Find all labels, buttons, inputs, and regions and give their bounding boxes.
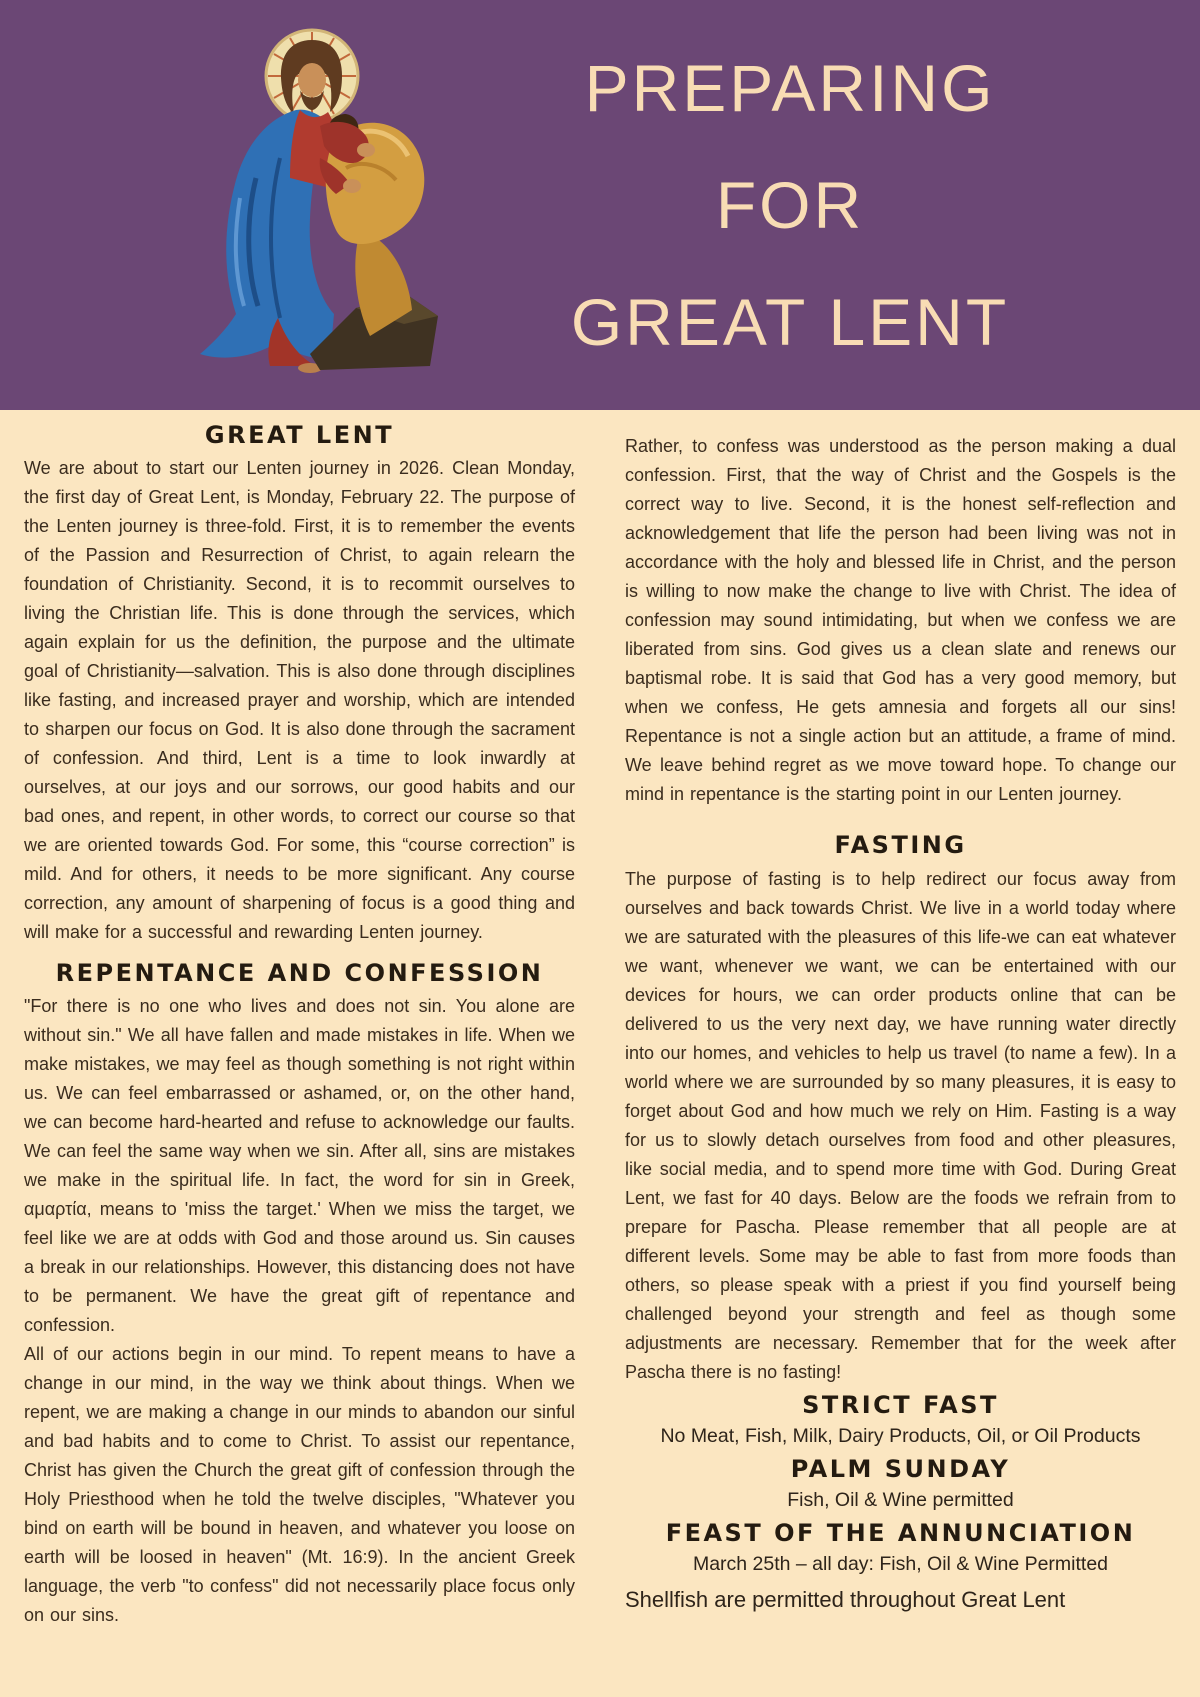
palm-sunday-rule: Fish, Oil & Wine permitted [787, 1489, 1014, 1511]
repentance-paragraph-1: "For there is no one who lives and does not sin. You alone are without sin." We all have fallen and made mistakes in life. When we make mistakes, we may feel as though something is not right within us. We can feel embarrassed or ashamed, or, on the other hand, we can become hard-hearted and refuse to acknowledge our faults. We can feel the same way when we sin. After all, sins are mistakes we make in the spiritual life. In fact, the word for sin in Greek, αμαρτία, means to 'miss the target.' When we miss the target, we feel like we are at odds with God and those around us. Sin causes a break in our relationships. However, this distancing does not have to be permanent. We have the great gift of repentance and confession. [24, 996, 575, 1335]
shellfish-note: Shellfish are permitted throughout Great Lent [625, 1587, 1066, 1612]
annunciation-rule: March 25th – all day: Fish, Oil & Wine Permitted [692, 1553, 1109, 1575]
section-heading-fasting: FASTING [834, 831, 967, 859]
right-column [625, 410, 1176, 1630]
title-line-3: GREAT LENT [570, 284, 1010, 359]
header-band [0, 0, 1200, 410]
section-heading-feast-of-the-annunciation: FEAST OF THE ANNUNCIATION [665, 1519, 1136, 1547]
page-title [450, 0, 1130, 410]
great-lent-paragraph: We are about to start our Lenten journey in 2026. Clean Monday, the first day of Great Lent, is Monday, February 22. The purpose of the Lenten journey is three-fold. First, it is to remember the events of the Passion and Resurrection of Christ, to again relearn the foundation of Christianity. Second, it is to recommit ourselves to living the Christian life. This is done through the services, which again explain for us the definition, the purpose and the ultimate goal of Christianity—salvation. This is also done through disciplines like fasting, and increased prayer and worship, which are intended to sharpen our focus on God. It is also done through the sacrament of confession. And third, Lent is a time to look inwardly at ourselves, at our joys and our sorrows, our good habits and our bad ones, and repent, in other words, to correct our course so that we are oriented towards God. For some, this “course correction” is mild. And for others, it needs to be more significant. Any course correction, any amount of sharpening of focus is a good thing and will make for a successful and rewarding Lenten journey. [24, 458, 575, 942]
title-line-2: FOR [715, 167, 865, 242]
section-heading-repentance-and-confession: REPENTANCE AND CONFESSION [55, 959, 544, 987]
christ-prodigal-son-icon [160, 16, 440, 380]
title-line-1: PREPARING [584, 50, 996, 125]
repentance-paragraph-2: All of our actions begin in our mind. To repent means to have a change in our mind, in the way we think about things. When we repent, we are making a change in our minds to abandon our sinful and bad habits and to come to Christ. To assist our repentance, Christ has given the Church the great gift of confession through the Holy Priesthood when he told the twelve disciples, "Whatever you bind on earth will be bound in heaven, and whatever you loose on earth will be loosed in heaven" (Mt. 16:9). In the ancient Greek language, the verb "to confess" did not necessarily place focus only on our sins. [24, 1344, 575, 1625]
confession-continued-paragraph: Rather, to confess was understood as the person making a dual confession. First, that the way of Christ and the Gospels is the correct way to live. Second, it is the honest self-reflection and acknowledgement that life the person had been living was not in accordance with the holy and blessed life in Christ, and the person is willing to now make the change to live with Christ. The idea of confession may sound intimidating, but when we confess we are liberated from sins. God gives us a clean slate and renews our baptismal robe. It is said that God has a very good memory, but when we confess, He gets amnesia and forgets all our sins! Repentance is not a single action but an attitude, a frame of mind. We leave behind regret as we move toward hope. To change our mind in repentance is the starting point in our Lenten journey. [625, 436, 1176, 804]
left-column [24, 410, 575, 1630]
strict-fast-rule: No Meat, Fish, Milk, Dairy Products, Oil, or Oil Products [660, 1425, 1141, 1447]
fasting-paragraph: The purpose of fasting is to help redirect our focus away from ourselves and back towards Christ. We live in a world today where we are saturated with the pleasures of this life-we can eat whatever we want, whenever we want, we can be entertained with our devices for hours, we can order products online that can be delivered to us the very next day, we have running water directly into our homes, and vehicles to help us travel (to name a few). In a world where we are surrounded by so many pleasures, it is easy to forget about God and how much we rely on Him. Fasting is a way for us to slowly detach ourselves from food and other pleasures, like social media, and to spend more time with God. During Great Lent, we fast for 40 days. Below are the foods we refrain from to prepare for Pascha. Please remember that all people are at different levels. Some may be able to fast from more foods than others, so please speak with a priest if you find yourself being challenged beyond your strength and feel as though some adjustments are necessary. Remember that for the week after Pascha there is no fasting! [625, 869, 1176, 1382]
section-heading-strict-fast: STRICT FAST [802, 1391, 999, 1419]
section-heading-palm-sunday: PALM SUNDAY [790, 1455, 1011, 1483]
content-columns [0, 410, 1200, 1630]
section-heading-great-lent: GREAT LENT [204, 421, 395, 449]
